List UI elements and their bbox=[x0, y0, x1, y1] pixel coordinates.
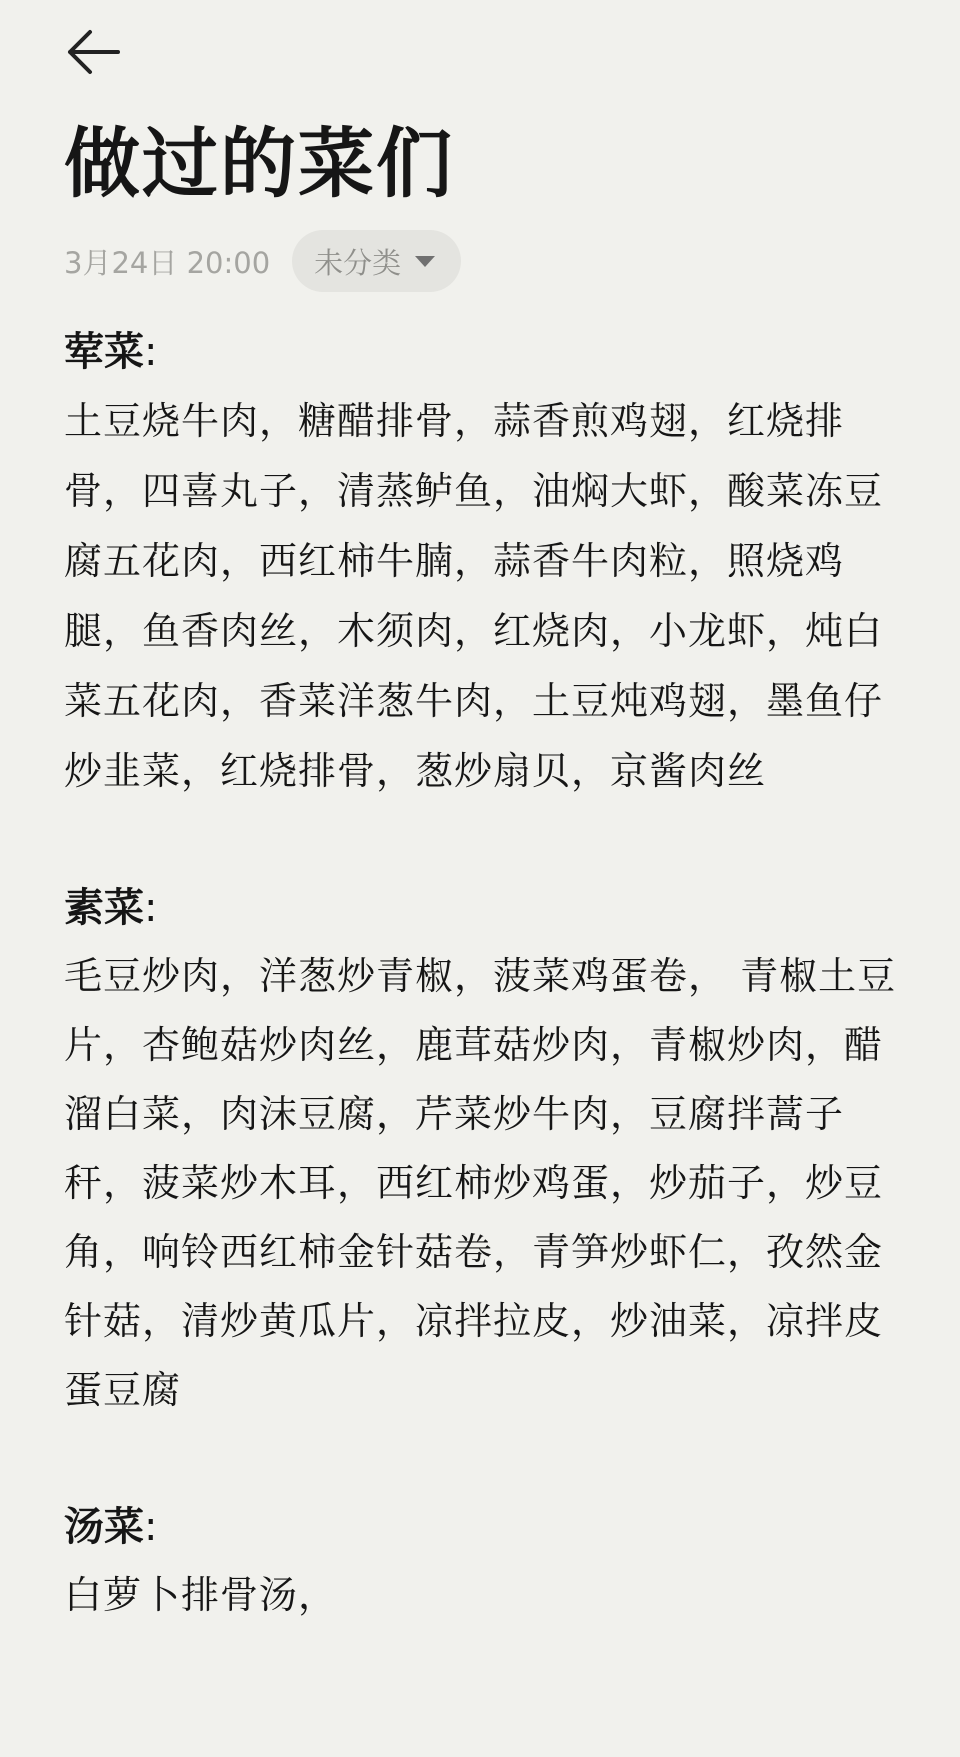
section-heading bbox=[64, 1493, 920, 1561]
section-heading-colon: : bbox=[144, 885, 158, 931]
section-meat-dishes bbox=[64, 318, 920, 806]
note-title[interactable]: 做过的菜们 bbox=[64, 119, 454, 208]
note-timestamp: 3月24日 20:00 bbox=[64, 245, 271, 280]
section-heading bbox=[64, 318, 920, 386]
back-button[interactable] bbox=[66, 28, 122, 76]
category-dropdown[interactable] bbox=[292, 230, 461, 292]
section-body: 土豆烧牛肉，糖醋排骨，蒜香煎鸡翅，红烧排骨，四喜丸子，清蒸鲈鱼，油焖大虾，酸菜冻豆腐五花肉，西红柿牛腩，蒜香牛肉粒，照烧鸡腿，鱼香肉丝，木须肉，红烧肉，小龙虾，炖白菜五花肉，香菜洋葱牛肉，土豆炖鸡翅，墨鱼仔炒韭菜，红烧排骨，葱炒扇贝，京酱肉丝 bbox=[64, 399, 884, 793]
section-heading-colon: : bbox=[144, 329, 158, 375]
section-body: 白萝卜排骨汤， bbox=[64, 1573, 338, 1617]
section-vegetable-dishes bbox=[64, 874, 920, 1425]
arrow-left-icon bbox=[66, 28, 122, 76]
section-heading-text: 荤菜 bbox=[64, 329, 144, 375]
section-heading-colon: : bbox=[144, 1504, 158, 1550]
caret-down-icon bbox=[415, 256, 435, 267]
section-heading-text: 汤菜 bbox=[64, 1504, 144, 1550]
note-body[interactable] bbox=[64, 318, 920, 1697]
note-meta bbox=[64, 230, 461, 292]
category-label: 未分类 bbox=[314, 245, 402, 280]
section-body: 毛豆炒肉，洋葱炒青椒，菠菜鸡蛋卷， 青椒土豆片，杏鲍菇炒肉丝，鹿茸菇炒肉，青椒炒肉，醋溜白菜，肉沫豆腐，芹菜炒牛肉，豆腐拌蒿子秆，菠菜炒木耳，西红柿炒鸡蛋，炒茄子，炒豆角，响铃西红柿金针菇卷，青笋炒虾仁，孜然金针菇，清炒黄瓜片，凉拌拉皮，炒油菜，凉拌皮蛋豆腐 bbox=[64, 954, 897, 1412]
section-heading-text: 素菜 bbox=[64, 885, 144, 931]
section-heading bbox=[64, 874, 920, 942]
section-soup-dishes bbox=[64, 1493, 920, 1629]
